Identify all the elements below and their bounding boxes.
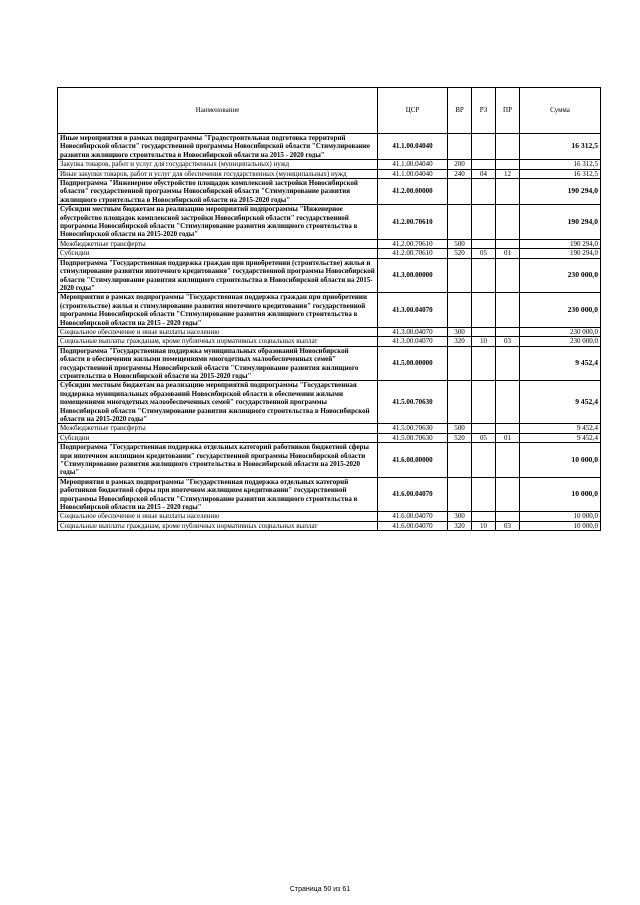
table-row [58, 160, 601, 169]
cell-name: Субсидии [58, 249, 378, 258]
cell-csr: 41.1.00.04040 [378, 160, 448, 169]
cell-sum: 230 000,0 [520, 327, 601, 336]
cell-pr: 03 [496, 337, 520, 346]
page-number: Страница 50 из 61 [289, 886, 351, 893]
document-page [57, 87, 600, 531]
cell-pr: 01 [496, 433, 520, 442]
cell-sum: 16 312,5 [520, 160, 601, 169]
cell-name: Субсидии местным бюджетам на реализацию мероприятий подпрограммы "Государственная поддержка муниципальных образований Новосибирской области в обеспечении жилыми помещениями многодетных малообеспеченных семей" государственной программы Новосибирской области "Стимулирование развития жилищного строительства в Новосибирской области на 2015-2020 годы" [58, 381, 378, 424]
cell-vr [448, 258, 472, 293]
cell-sum: 10 000,0 [520, 443, 601, 478]
table-row [58, 169, 601, 178]
cell-name: Социальные выплаты гражданам, кроме публичных нормативных социальных выплат [58, 521, 378, 530]
cell-pr [496, 381, 520, 424]
cell-rz [472, 443, 496, 478]
cell-csr: 41.5.00.70630 [378, 424, 448, 433]
table-row [58, 327, 601, 336]
cell-vr: 500 [448, 239, 472, 248]
cell-name: Подпрограмма "Государственная поддержка отдельных категорий работников бюджетной сферы при ипотечном жилищном кредитовании" государственной программы Новосибирской области "Стимулирование развития жилищного строительства в Новосибирской области на 2015-2020 годы" [58, 443, 378, 478]
cell-name: Мероприятия в рамках подпрограммы "Государственная поддержка отдельных категорий работников бюджетной сферы при ипотечном жилищном кредитовании" государственной программы Новосибирской области "Стимулирование развития жилищного строительства в Новосибирской области на 2015 - 2020 годы" [58, 477, 378, 512]
cell-csr: 41.3.00.04070 [378, 293, 448, 328]
cell-rz [472, 512, 496, 521]
cell-sum: 230 000,0 [520, 258, 601, 293]
cell-vr: 320 [448, 337, 472, 346]
cell-rz [472, 424, 496, 433]
cell-vr: 200 [448, 160, 472, 169]
cell-rz [472, 327, 496, 336]
cell-name: Закупка товаров, работ и услуг для государственных (муниципальных) нужд [58, 160, 378, 169]
cell-rz: 10 [472, 521, 496, 530]
cell-rz: 05 [472, 433, 496, 442]
cell-name: Иные закупки товаров, работ и услуг для обеспечения государственных (муниципальных) нужд [58, 169, 378, 178]
table-row [58, 424, 601, 433]
cell-csr: 41.2.00.00000 [378, 179, 448, 205]
table-row [58, 433, 601, 442]
cell-vr [448, 134, 472, 160]
cell-name: Межбюджетные трансферты [58, 239, 378, 248]
cell-vr: 520 [448, 249, 472, 258]
header-sum: Сумма [520, 88, 601, 134]
cell-sum: 16 312,5 [520, 134, 601, 160]
cell-rz: 10 [472, 337, 496, 346]
header-name: Наименование [58, 88, 378, 134]
cell-vr [448, 381, 472, 424]
cell-pr [496, 327, 520, 336]
cell-rz [472, 477, 496, 512]
cell-pr [496, 293, 520, 328]
cell-pr [496, 346, 520, 381]
header-pr: ПР [496, 88, 520, 134]
cell-csr: 41.6.00.00000 [378, 443, 448, 478]
table-row [58, 346, 601, 381]
cell-sum: 10 000,0 [520, 512, 601, 521]
cell-name: Межбюджетные трансферты [58, 424, 378, 433]
cell-rz: 05 [472, 249, 496, 258]
cell-sum: 16 312,5 [520, 169, 601, 178]
cell-vr: 240 [448, 169, 472, 178]
table-header-row [58, 88, 601, 134]
cell-rz [472, 346, 496, 381]
table-row [58, 443, 601, 478]
cell-sum: 190 294,0 [520, 249, 601, 258]
header-vr: ВР [448, 88, 472, 134]
cell-csr: 41.6.00.04070 [378, 521, 448, 530]
cell-name: Иные мероприятия в рамках подпрограммы "Градостроительная подготовка территорий Новосибирской области" государственной программы Новосибирской области "Стимулирование развития жилищного строительства в Новосибирской области на 2015 - 2020 годы" [58, 134, 378, 160]
cell-vr: 300 [448, 327, 472, 336]
cell-name: Социальное обеспечение и иные выплаты населению [58, 512, 378, 521]
cell-sum: 10 000,0 [520, 477, 601, 512]
cell-rz [472, 160, 496, 169]
table-row [58, 512, 601, 521]
table-row [58, 249, 601, 258]
cell-name: Социальные выплаты гражданам, кроме публичных нормативных социальных выплат [58, 337, 378, 346]
table-row [58, 337, 601, 346]
cell-csr: 41.6.00.04070 [378, 512, 448, 521]
cell-pr [496, 477, 520, 512]
table-row [58, 258, 601, 293]
cell-vr [448, 205, 472, 240]
cell-pr: 03 [496, 521, 520, 530]
cell-pr: 01 [496, 249, 520, 258]
cell-pr [496, 179, 520, 205]
cell-sum: 10 000,0 [520, 521, 601, 530]
cell-sum: 190 294,0 [520, 239, 601, 248]
cell-pr [496, 512, 520, 521]
cell-rz [472, 179, 496, 205]
header-csr: ЦСР [378, 88, 448, 134]
table-row [58, 134, 601, 160]
cell-rz [472, 293, 496, 328]
cell-vr: 320 [448, 521, 472, 530]
cell-sum: 190 294,0 [520, 179, 601, 205]
cell-csr: 41.2.00.70610 [378, 239, 448, 248]
cell-pr [496, 424, 520, 433]
cell-csr: 41.1.00.04040 [378, 169, 448, 178]
cell-rz [472, 205, 496, 240]
cell-name: Подпрограмма "Государственная поддержка граждан при приобретении (строительстве) жилья и стимулирование развития ипотечного кредитования" государственной программы Новосибирской области "Стимулирование развития жилищного строительства в Новосибирской области на 2015-2020 годы" [58, 258, 378, 293]
table-body [58, 134, 601, 531]
cell-sum: 190 294,0 [520, 205, 601, 240]
table-row [58, 179, 601, 205]
cell-name: Подпрограмма "Инженерное обустройство площадок комплексной застройки Новосибирской области" государственной программы Новосибирской области "Стимулирование развития жилищного строительства в Новосибирской области на 2015-2020 годы" [58, 179, 378, 205]
header-rz: РЗ [472, 88, 496, 134]
cell-vr: 500 [448, 424, 472, 433]
cell-name: Социальное обеспечение и иные выплаты населению [58, 327, 378, 336]
cell-pr [496, 160, 520, 169]
cell-pr [496, 134, 520, 160]
cell-pr [496, 239, 520, 248]
cell-csr: 41.3.00.04070 [378, 327, 448, 336]
cell-vr: 300 [448, 512, 472, 521]
cell-sum: 230 000,0 [520, 337, 601, 346]
cell-vr [448, 179, 472, 205]
cell-csr: 41.2.00.70610 [378, 249, 448, 258]
cell-vr: 520 [448, 433, 472, 442]
table-row [58, 381, 601, 424]
cell-pr [496, 443, 520, 478]
cell-sum: 9 452,4 [520, 381, 601, 424]
cell-csr: 41.1.00.04040 [378, 134, 448, 160]
cell-sum: 9 452,4 [520, 424, 601, 433]
cell-rz [472, 258, 496, 293]
cell-csr: 41.2.00.70610 [378, 205, 448, 240]
cell-name: Субсидии [58, 433, 378, 442]
cell-name: Субсидии местным бюджетам на реализацию мероприятий подпрограммы "Инженерное обустройство площадок комплексной застройки Новосибирской области" государственной программы Новосибирской области "Стимулирование развития жилищного строительства в Новосибирской области на 2015-2020 годы" [58, 205, 378, 240]
cell-csr: 41.5.00.00000 [378, 346, 448, 381]
cell-vr [448, 443, 472, 478]
cell-csr: 41.5.00.70630 [378, 433, 448, 442]
cell-csr: 41.6.00.04070 [378, 477, 448, 512]
cell-sum: 230 000,0 [520, 293, 601, 328]
cell-pr: 12 [496, 169, 520, 178]
budget-table [57, 87, 601, 531]
table-row [58, 293, 601, 328]
cell-pr [496, 205, 520, 240]
table-row [58, 521, 601, 530]
cell-vr [448, 477, 472, 512]
table-row [58, 205, 601, 240]
cell-rz: 04 [472, 169, 496, 178]
cell-rz [472, 134, 496, 160]
cell-pr [496, 258, 520, 293]
cell-csr: 41.3.00.00000 [378, 258, 448, 293]
cell-sum: 9 452,4 [520, 433, 601, 442]
cell-name: Мероприятия в рамках подпрограммы "Государственная поддержка граждан при приобретении (строительстве) жилья и стимулирование развития ипотечного кредитования" государственной программы Новосибирской области "Стимулирование развития жилищного строительства в Новосибирской области на 2015 - 2020 годы" [58, 293, 378, 328]
cell-vr [448, 293, 472, 328]
cell-name: Подпрограмма "Государственная поддержка муниципальных образований Новосибирской области в обеспечении жилыми помещениями многодетных малообеспеченных семей" государственной программы Новосибирской области "Стимулирование развития жилищного строительства в Новосибирской области на 2015-2020 годы" [58, 346, 378, 381]
cell-sum: 9 452,4 [520, 346, 601, 381]
cell-rz [472, 381, 496, 424]
cell-csr: 41.3.00.04070 [378, 337, 448, 346]
cell-rz [472, 239, 496, 248]
table-row [58, 477, 601, 512]
cell-csr: 41.5.00.70630 [378, 381, 448, 424]
cell-vr [448, 346, 472, 381]
table-row [58, 239, 601, 248]
